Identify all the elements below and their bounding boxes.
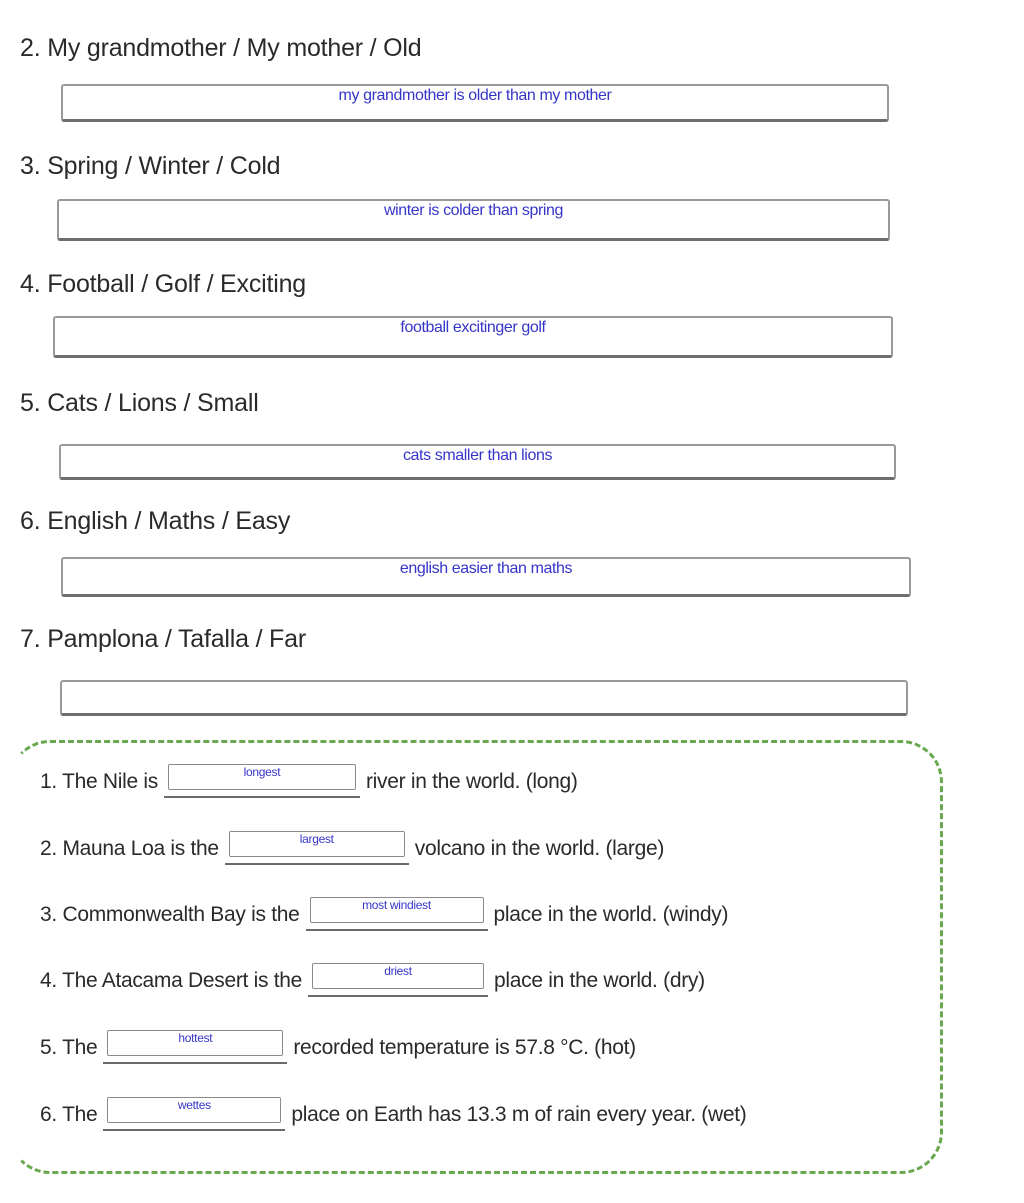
exercise-row-5 [40, 1030, 636, 1064]
answer-text: english easier than maths [399, 560, 573, 577]
exercise-text-before: 6. The [40, 1103, 98, 1126]
question-7-label: 7. Pamplona / Tafalla / Far [20, 625, 306, 653]
exercise-row-4 [40, 963, 705, 997]
exercise-text-before: 3. Commonwealth Bay is the [40, 903, 300, 926]
answer-text: winter is colder than spring [383, 202, 564, 219]
question-5-label: 5. Cats / Lions / Small [20, 389, 259, 417]
blank-answer: longest [243, 765, 281, 779]
exercise-text-before: 5. The [40, 1036, 98, 1059]
blank-field-5[interactable] [103, 1030, 287, 1064]
blank-field-2[interactable] [225, 831, 409, 865]
exercise-row-6 [40, 1097, 746, 1131]
blank-answer: hottest [178, 1031, 213, 1045]
answer-field-3[interactable] [57, 199, 890, 241]
blank-field-6[interactable] [103, 1097, 285, 1131]
exercise-text-before: 4. The Atacama Desert is the [40, 969, 303, 992]
answer-field-2[interactable] [61, 84, 889, 122]
exercise-row-1 [40, 764, 578, 798]
question-4-label: 4. Football / Golf / Exciting [20, 270, 306, 298]
question-3-label: 3. Spring / Winter / Cold [20, 152, 281, 180]
blank-answer: largest [299, 832, 334, 846]
exercise-text-before: 2. Mauna Loa is the [40, 837, 219, 860]
question-2-label: 2. My grandmother / My mother / Old [20, 34, 422, 62]
blank-answer: driest [384, 964, 412, 978]
answer-field-4[interactable] [53, 316, 893, 358]
answer-field-6[interactable] [61, 557, 911, 597]
exercise-text-before: 1. The Nile is [40, 770, 158, 793]
answer-text: cats smaller than lions [402, 447, 553, 464]
blank-field-1[interactable] [164, 764, 360, 798]
blank-answer: wettes [177, 1098, 211, 1112]
answer-text: football excitinger golf [400, 319, 546, 336]
exercise-text-after: volcano in the world. (large) [414, 837, 665, 860]
exercise-text-after: river in the world. (long) [365, 770, 578, 793]
blank-field-3[interactable] [306, 897, 488, 931]
exercise-row-3 [40, 897, 728, 931]
blank-answer: most windiest [362, 898, 431, 912]
question-6-label: 6. English / Maths / Easy [20, 507, 291, 535]
exercise-row-2 [40, 831, 664, 865]
answer-text: my grandmother is older than my mother [338, 87, 612, 104]
exercise-text-after: place in the world. (dry) [494, 969, 705, 992]
answer-field-7[interactable] [60, 680, 908, 716]
exercise-text-after: place on Earth has 13.3 m of rain every year. (wet) [291, 1103, 747, 1126]
exercise-text-after: place in the world. (windy) [493, 903, 729, 926]
blank-field-4[interactable] [308, 963, 488, 997]
exercise-text-after: recorded temperature is 57.8 °C. (hot) [293, 1036, 636, 1059]
answer-field-5[interactable] [59, 444, 896, 480]
